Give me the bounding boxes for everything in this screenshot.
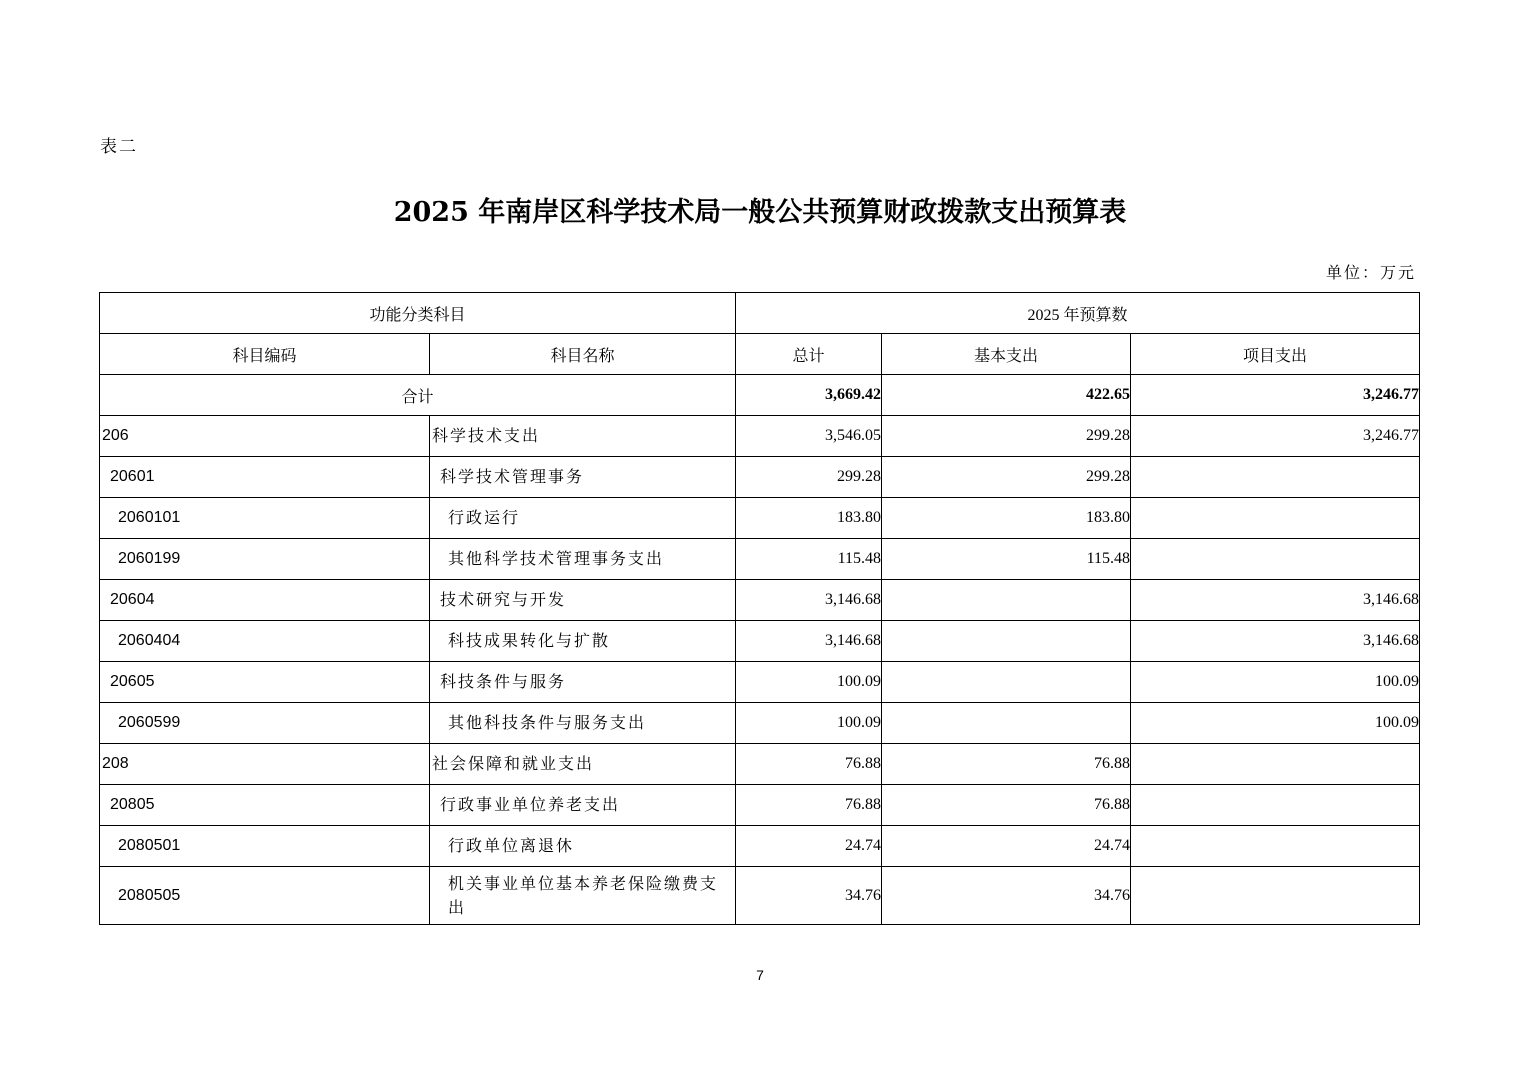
cell-name: 科学技术支出	[430, 416, 736, 457]
cell-code: 2060101	[100, 498, 430, 539]
cell-basic: 299.28	[882, 416, 1131, 457]
cell-total: 115.48	[736, 539, 882, 580]
cell-project	[1131, 498, 1420, 539]
header-total: 总计	[736, 334, 882, 375]
summary-project: 3,246.77	[1131, 375, 1420, 416]
header-row-columns	[100, 334, 1420, 375]
header-code: 科目编码	[100, 334, 430, 375]
table-row	[100, 457, 1420, 498]
cell-code: 206	[100, 416, 430, 457]
cell-name: 科技成果转化与扩散	[430, 621, 736, 662]
page-number: 7	[756, 967, 764, 983]
cell-name: 行政单位离退休	[430, 826, 736, 867]
table-row	[100, 867, 1420, 925]
header-project: 项目支出	[1131, 334, 1420, 375]
table-row	[100, 703, 1420, 744]
cell-project: 3,146.68	[1131, 621, 1420, 662]
cell-total: 183.80	[736, 498, 882, 539]
cell-project: 100.09	[1131, 703, 1420, 744]
summary-total: 3,669.42	[736, 375, 882, 416]
cell-basic	[882, 703, 1131, 744]
cell-code: 2060199	[100, 539, 430, 580]
cell-project	[1131, 826, 1420, 867]
summary-basic: 422.65	[882, 375, 1131, 416]
cell-total: 100.09	[736, 662, 882, 703]
unit-label: 单位：万元	[1325, 263, 1416, 282]
cell-basic	[882, 580, 1131, 621]
cell-total: 299.28	[736, 457, 882, 498]
header-budget-2025: 2025 年预算数	[736, 293, 1420, 334]
cell-total: 100.09	[736, 703, 882, 744]
cell-code: 20604	[100, 580, 430, 621]
cell-basic: 299.28	[882, 457, 1131, 498]
header-function-category: 功能分类科目	[100, 293, 736, 334]
table-row	[100, 662, 1420, 703]
header-basic: 基本支出	[882, 334, 1131, 375]
cell-basic: 76.88	[882, 744, 1131, 785]
cell-basic	[882, 662, 1131, 703]
cell-code: 20601	[100, 457, 430, 498]
cell-total: 76.88	[736, 785, 882, 826]
table-row	[100, 539, 1420, 580]
cell-code: 2060404	[100, 621, 430, 662]
cell-project	[1131, 785, 1420, 826]
budget-table	[99, 292, 1420, 925]
cell-total: 76.88	[736, 744, 882, 785]
cell-code: 2080505	[100, 867, 430, 925]
cell-project: 100.09	[1131, 662, 1420, 703]
cell-project	[1131, 457, 1420, 498]
summary-row	[100, 375, 1420, 416]
cell-code: 2060599	[100, 703, 430, 744]
cell-name: 行政事业单位养老支出	[430, 785, 736, 826]
cell-project	[1131, 539, 1420, 580]
cell-name: 其他科学技术管理事务支出	[430, 539, 736, 580]
cell-name: 科学技术管理事务	[430, 457, 736, 498]
cell-name: 行政运行	[430, 498, 736, 539]
table-row	[100, 785, 1420, 826]
cell-code: 2080501	[100, 826, 430, 867]
cell-code: 20605	[100, 662, 430, 703]
table-row	[100, 826, 1420, 867]
cell-basic: 24.74	[882, 826, 1131, 867]
cell-total: 24.74	[736, 826, 882, 867]
cell-project	[1131, 744, 1420, 785]
cell-total: 3,146.68	[736, 621, 882, 662]
cell-name: 科技条件与服务	[430, 662, 736, 703]
cell-basic: 76.88	[882, 785, 1131, 826]
cell-code: 20805	[100, 785, 430, 826]
cell-project: 3,246.77	[1131, 416, 1420, 457]
cell-total: 3,146.68	[736, 580, 882, 621]
cell-code: 208	[100, 744, 430, 785]
cell-name: 其他科技条件与服务支出	[430, 703, 736, 744]
table-row	[100, 621, 1420, 662]
cell-total: 3,546.05	[736, 416, 882, 457]
header-row-group	[100, 293, 1420, 334]
header-name: 科目名称	[430, 334, 736, 375]
table-row	[100, 580, 1420, 621]
summary-label: 合计	[100, 375, 736, 416]
cell-project	[1131, 867, 1420, 925]
cell-total: 34.76	[736, 867, 882, 925]
cell-project: 3,146.68	[1131, 580, 1420, 621]
cell-basic	[882, 621, 1131, 662]
cell-name: 技术研究与开发	[430, 580, 736, 621]
table-row	[100, 416, 1420, 457]
table-row	[100, 744, 1420, 785]
cell-name: 社会保障和就业支出	[430, 744, 736, 785]
cell-name: 机关事业单位基本养老保险缴费支出	[430, 867, 736, 925]
cell-basic: 183.80	[882, 498, 1131, 539]
table-row	[100, 498, 1420, 539]
table-label: 表二	[100, 137, 138, 157]
cell-basic: 34.76	[882, 867, 1131, 925]
cell-basic: 115.48	[882, 539, 1131, 580]
document-title: 2025 年南岸区科学技术局一般公共预算财政拨款支出预算表	[393, 197, 1127, 228]
